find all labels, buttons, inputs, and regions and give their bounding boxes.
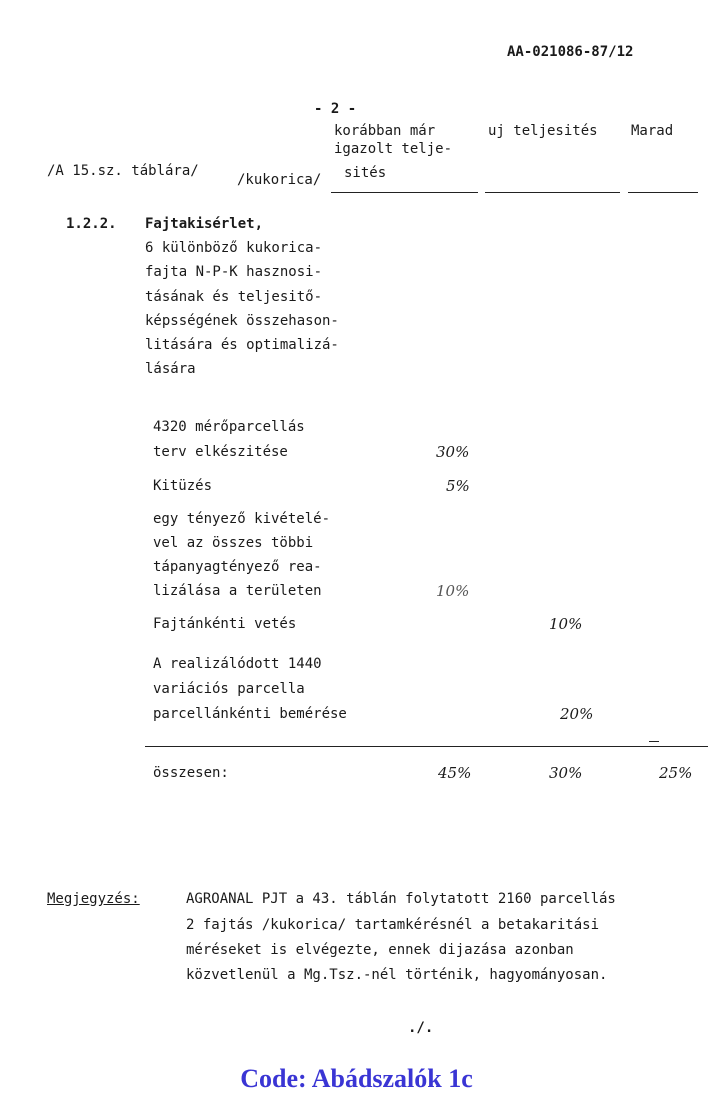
column-header-previous-line-3: sités bbox=[344, 165, 387, 181]
item-text-line: egy tényező kivételé- bbox=[153, 511, 331, 527]
column-header-previous-line-1: korábban már bbox=[334, 123, 436, 139]
item-text-line: tápanyagtényező rea- bbox=[153, 559, 322, 575]
page-number: - 2 - bbox=[314, 101, 357, 117]
total-value-remaining: 25% bbox=[659, 764, 693, 782]
end-mark: ./. bbox=[408, 1020, 434, 1036]
column-header-previous-line-2: igazolt telje- bbox=[334, 141, 453, 157]
footer-code: Code: Abádszalók 1c bbox=[240, 1064, 473, 1093]
header-underline-remaining bbox=[628, 192, 698, 193]
table-reference: /A 15.sz. táblára/ bbox=[47, 163, 199, 179]
section-title-line: litására és optimalizá- bbox=[145, 337, 339, 353]
total-rule-mark bbox=[649, 741, 659, 742]
total-value-new: 30% bbox=[549, 764, 583, 782]
header-underline-new bbox=[485, 192, 620, 193]
item-text-line: parcellánkénti bemérése bbox=[153, 706, 347, 722]
column-header-new: uj teljesités bbox=[488, 123, 598, 139]
column-header-remaining: Marad bbox=[631, 123, 674, 139]
note-line: közvetlenül a Mg.Tsz.-nél történik, hagyományosan. bbox=[186, 967, 608, 983]
item-text-line: 4320 mérőparcellás bbox=[153, 419, 305, 435]
document-id: AA-021086-87/12 bbox=[507, 44, 634, 60]
item-text-line: lizálása a területen bbox=[153, 583, 322, 599]
item-text-line: variációs parcella bbox=[153, 681, 305, 697]
item-value-previous: 10% bbox=[436, 582, 470, 600]
item-text-line: Kitüzés bbox=[153, 478, 213, 494]
header-underline-previous bbox=[331, 192, 478, 193]
note-line: 2 fajtás /kukorica/ tartamkérésnél a betakaritási bbox=[186, 917, 600, 933]
section-title-line: Fajtakisérlet, bbox=[145, 216, 264, 232]
item-value-previous: 5% bbox=[446, 477, 470, 495]
note-label: Megjegyzés: bbox=[47, 891, 140, 907]
total-value-previous: 45% bbox=[438, 764, 472, 782]
crop-label: /kukorica/ bbox=[237, 172, 322, 188]
note-line: AGROANAL PJT a 43. táblán folytatott 2160 parcellás bbox=[186, 891, 616, 907]
section-number: 1.2.2. bbox=[66, 216, 117, 232]
item-text-line: terv elkészitése bbox=[153, 444, 288, 460]
total-label: összesen: bbox=[153, 765, 229, 781]
section-title-line: tásának és teljesitő- bbox=[145, 289, 323, 305]
section-title-line: képsségének összehason- bbox=[145, 313, 339, 329]
total-rule bbox=[145, 746, 708, 747]
section-title-line: lására bbox=[145, 361, 196, 377]
item-text-line: Fajtánkénti vetés bbox=[153, 616, 297, 632]
item-value-previous: 30% bbox=[436, 443, 470, 461]
item-value-new: 10% bbox=[549, 615, 583, 633]
item-text-line: vel az összes többi bbox=[153, 535, 314, 551]
note-line: méréseket is elvégezte, ennek dijazása azonban bbox=[186, 942, 574, 958]
item-text-line: A realizálódott 1440 bbox=[153, 656, 322, 672]
item-value-new: 20% bbox=[560, 705, 594, 723]
section-title-line: 6 különböző kukorica- bbox=[145, 240, 323, 256]
section-title-line: fajta N-P-K hasznosi- bbox=[145, 264, 323, 280]
